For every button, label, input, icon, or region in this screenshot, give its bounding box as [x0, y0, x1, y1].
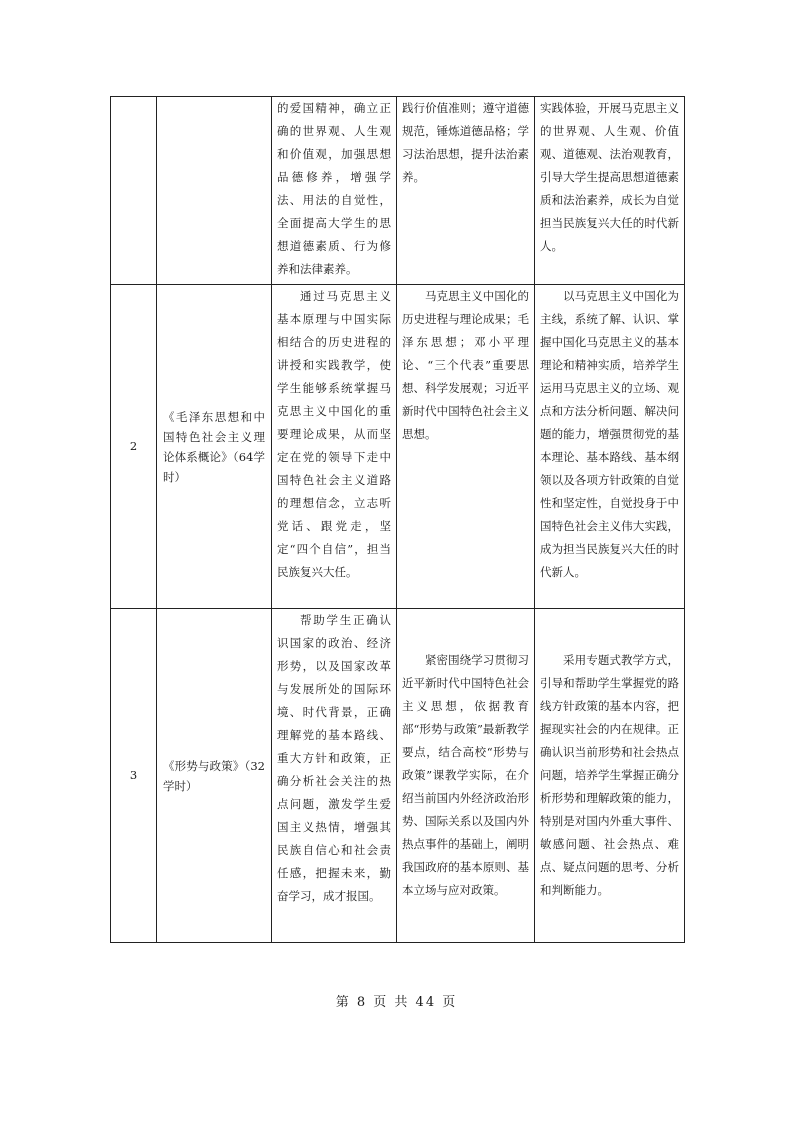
course-name: 《形势与政策》（32学时） [157, 609, 272, 943]
teaching-requirement: 采用专题式教学方式，引导和帮助学生掌握党的路线方针政策的基本内容，把握现实社会的内在规律。正确认识当前形势和社会热点问题，培养学生掌握正确分析形势和理解政策的能力，特别是对国内外重大事件、敏感问题、社会热点、难点、疑点问题的思考、分析和判断能力。 [535, 609, 685, 943]
teaching-requirement: 实践体验，开展马克思主义的世界观、人生观、价值观、道德观、法治观教育，引导大学生提高思想道德素质和法治素养，成长为自觉担当民族复兴大任的时代新人。 [535, 97, 685, 285]
main-content: 践行价值准则；遵守道德规范，锤炼道德品格；学习法治思想，提升法治素养。 [397, 97, 535, 285]
table-row [111, 609, 685, 943]
row-number: 3 [111, 609, 157, 943]
teaching-requirement: 以马克思主义中国化为主线，系统了解、认识、掌握中国化马克思主义的基本理论和精神实质，培养学生运用马克思主义的立场、观点和方法分析问题、解决问题的能力，增强贯彻党的基本理论、基本路线、基本纲领以及各项方针政策的自觉性和坚定性，自觉投身于中国特色社会主义伟大实践，成为担当民族复兴大任的时代新人。 [535, 285, 685, 609]
row-number: 2 [111, 285, 157, 609]
course-name: 《毛泽东思想和中国特色社会主义理论体系概论》（64学时） [157, 285, 272, 609]
course-name [157, 97, 272, 285]
table-row [111, 97, 685, 285]
main-content: 紧密围绕学习贯彻习近平新时代中国特色社会主义思想，依据教育部“形势与政策”最新教学要点，结合高校“形势与政策”课教学实际，在介绍当前国内外经济政治形势、国际关系以及国内外热点事件的基础上，阐明我国政府的基本原则、基本立场与应对政策。 [397, 609, 535, 943]
course-table [110, 96, 685, 943]
teaching-objective: 通过马克思主义基本原理与中国实际相结合的历史进程的讲授和实践教学，使学生能够系统掌握马克思主义中国化的重要理论成果，从而坚定在党的领导下走中国特色社会主义道路的理想信念，立志听党话、跟党走，坚定“四个自信”，担当民族复兴大任。 [272, 285, 397, 609]
teaching-objective: 帮助学生正确认识国家的政治、经济形势，以及国家改革与发展所处的国际环境、时代背景，正确理解党的基本路线、重大方针和政策，正确分析社会关注的热点问题，激发学生爱国主义热情，增强其民族自信心和社会责任感，把握未来，勤奋学习，成才报国。 [272, 609, 397, 943]
main-content: 马克思主义中国化的历史进程与理论成果；毛泽东思想；邓小平理论、“三个代表”重要思想、科学发展观；习近平新时代中国特色社会主义思想。 [397, 285, 535, 609]
teaching-objective: 的爱国精神，确立正确的世界观、人生观和价值观，加强思想品德修养，增强学法、用法的自觉性，全面提高大学生的思想道德素质、行为修养和法律素养。 [272, 97, 397, 285]
row-number [111, 97, 157, 285]
table-row [111, 285, 685, 609]
page-footer: 第 8 页 共 44 页 [335, 995, 458, 1010]
